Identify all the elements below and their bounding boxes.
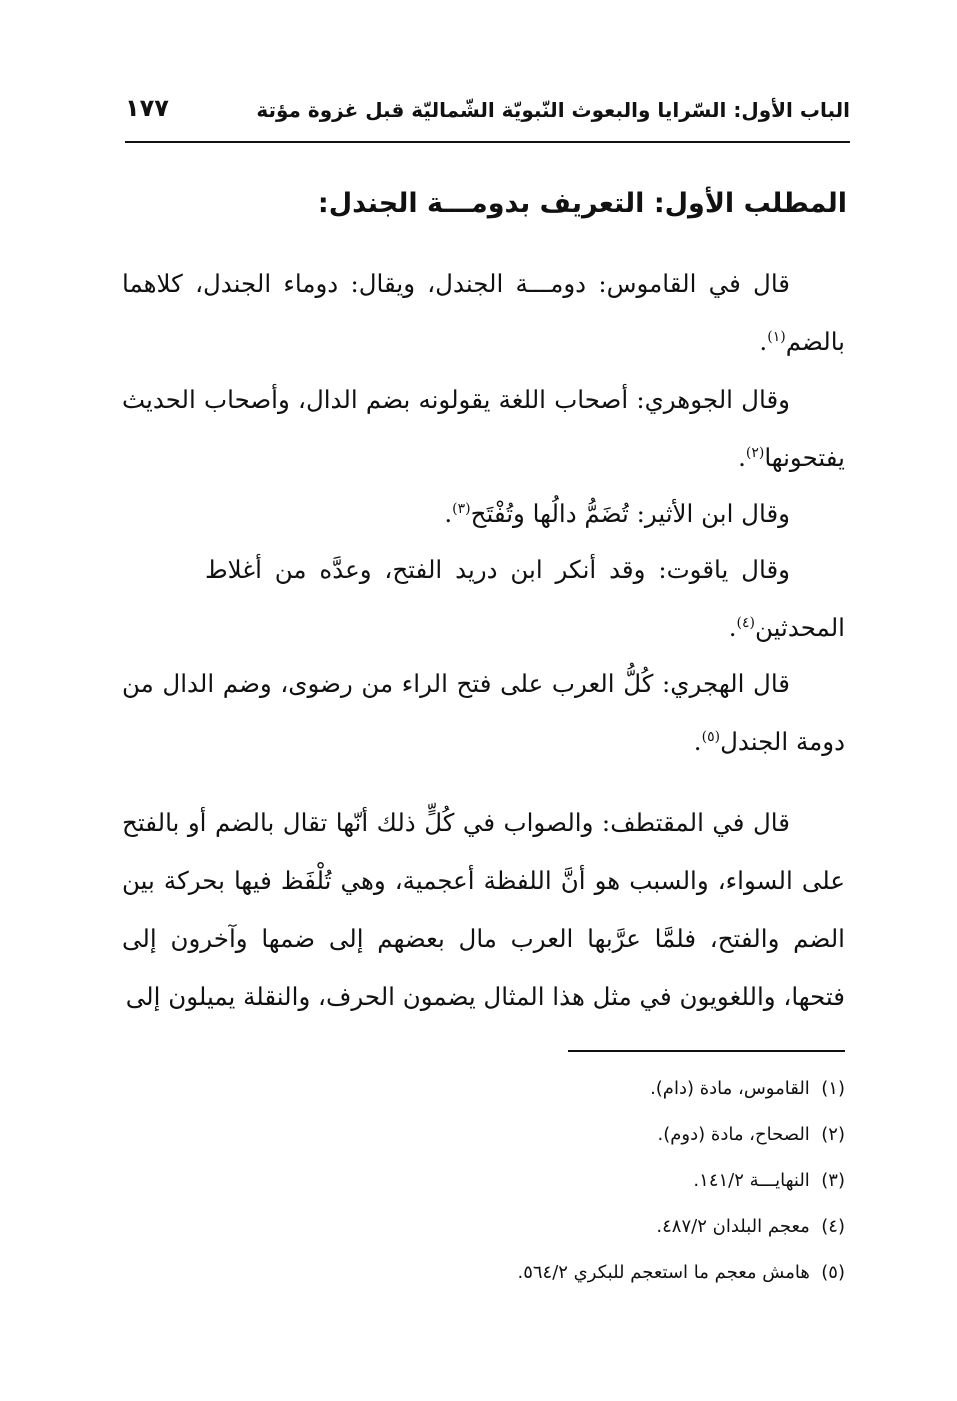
paragraph-5: قال الهجري: كُلُّ العرب على فتح الراء من رضوى، وضم الدال من دومة الجندل$^{(٥)}$. <box>122 669 845 756</box>
paragraph-4: وقال ياقوت: وقد أنكر ابن دريد الفتح، وعدَّه من أغلاط المحدثين$^{(٤)}$. <box>205 555 845 642</box>
paragraph-6 <box>122 794 845 1026</box>
paragraph-text: وقال الجوهري: أصحاب اللغة يقولونه بضم الدال، وأصحاب الحديث يفتحونها <box>122 385 845 472</box>
header-rule <box>125 141 850 143</box>
footnote-item <box>245 1112 845 1158</box>
footnote-text: النهايـــة ١٤١/٢. <box>693 1170 810 1191</box>
footnote-text: القاموس، مادة (دام). <box>650 1078 810 1099</box>
paragraph-text: وقال ابن الأثير: تُضَمُّ دالُها وتُفْتَح <box>470 499 790 528</box>
footnote-ref: (٤) <box>736 614 756 631</box>
footnote-ref: (١) <box>767 328 786 345</box>
footnote-ref: (٥) <box>701 728 721 745</box>
footnote-ref: (٣) <box>452 500 471 517</box>
footnote-number: (٥) <box>821 1262 845 1283</box>
chapter-title: الباب الأول: السّرايا والبعوث النّبويّة الشّماليّة قبل غزوة مؤتة <box>256 98 850 122</box>
footnote-number: (٣) <box>821 1170 845 1191</box>
paragraph-3: وقال ابن الأثير: تُضَمُّ دالُها وتُفْتَح$^{(٣)}$. <box>444 499 790 528</box>
running-header <box>125 92 850 136</box>
paragraph-text: وقال ياقوت: وقد أنكر ابن دريد الفتح، وعدَّه من أغلاط المحدثين <box>205 555 845 642</box>
section-title: المطلب الأول: التعريف بدومـــة الجندل: <box>317 188 847 219</box>
paragraph-text: قال الهجري: كُلُّ العرب على فتح الراء من رضوى، وضم الدال من دومة الجندل <box>122 669 845 756</box>
paragraph-1: قال في القاموس: دومـــة الجندل، ويقال: دوماء الجندل، كلاهما بالضم$^{(١)}$. <box>122 269 845 356</box>
footnote-text: الصحاح، مادة (دوم). <box>657 1124 810 1145</box>
footnotes <box>245 1066 845 1296</box>
footnote-number: (١) <box>821 1078 845 1099</box>
footnote-item <box>245 1250 845 1296</box>
footnote-text: هامش معجم ما استعجم للبكري ٥٦٤/٢. <box>517 1262 810 1283</box>
paragraph-text: قال في المقتطف: والصواب في كُلٍّ ذلك أنّها تقال بالضم أو بالفتح على السواء، والسبب هو أنَّ اللفظة أعجمية، وهي تُلْفَظ فيها بحركة بين الضم والفتح، فلمَّا عرَّبها العرب مال بعضهم إلى ضمها وآخرون إلى فتحها، واللغويون في مثل هذا المثال يضمون الحرف، والنقلة يميلون إلى <box>122 808 845 1011</box>
footnote-separator <box>568 1050 845 1052</box>
page-number: ١٧٧ <box>125 94 169 122</box>
footnote-ref: (٢) <box>745 444 765 461</box>
footnote-item <box>245 1204 845 1250</box>
paragraph-text: قال في القاموس: دومـــة الجندل، ويقال: دوماء الجندل، كلاهما بالضم <box>122 269 845 356</box>
footnote-number: (٤) <box>821 1216 845 1237</box>
footnote-text: معجم البلدان ٤٨٧/٢. <box>656 1216 810 1237</box>
footnote-number: (٢) <box>821 1124 845 1145</box>
footnote-item <box>245 1066 845 1112</box>
paragraph-2: وقال الجوهري: أصحاب اللغة يقولونه بضم الدال، وأصحاب الحديث يفتحونها$^{(٢)}$. <box>122 385 845 472</box>
footnote-item <box>245 1158 845 1204</box>
